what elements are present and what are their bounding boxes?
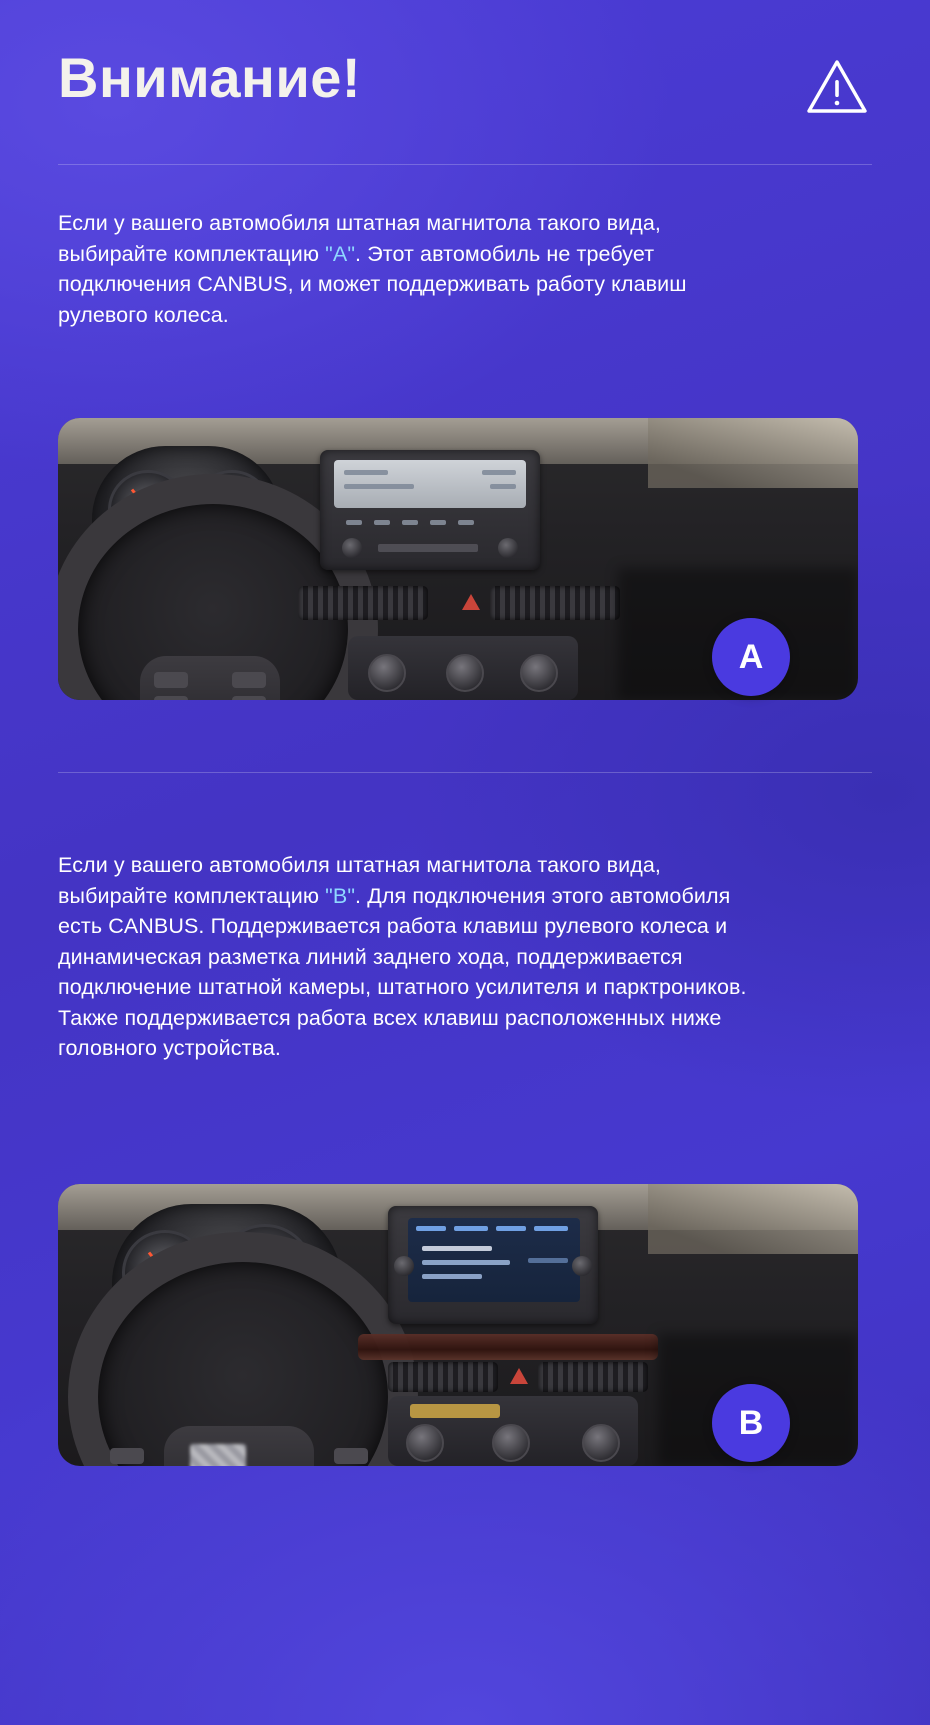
steering-button (232, 672, 266, 688)
head-unit-screen (334, 460, 526, 508)
wood-trim (358, 1334, 658, 1360)
side-window (648, 418, 858, 488)
steering-button (154, 672, 188, 688)
air-vent-right (490, 586, 620, 620)
air-vent-left (388, 1362, 498, 1392)
climate-knob-left (368, 654, 406, 692)
factory-display-unit (388, 1206, 598, 1324)
right-knob (572, 1256, 592, 1276)
steering-button (110, 1448, 144, 1464)
section-b-text (58, 850, 776, 1064)
tune-knob (498, 538, 518, 558)
climate-display (410, 1404, 500, 1418)
factory-head-unit (320, 450, 540, 570)
divider-middle (58, 772, 872, 773)
climate-console (388, 1396, 638, 1466)
air-vent-left (298, 586, 428, 620)
badge-variant-b: B (712, 1384, 790, 1462)
steering-button (154, 696, 188, 700)
hazard-button (462, 594, 480, 610)
volume-knob (342, 538, 362, 558)
steering-button (232, 696, 266, 700)
page-title: Внимание! (58, 46, 362, 109)
section-a-highlight: "A" (325, 241, 356, 266)
page-header (58, 48, 872, 148)
climate-knob-right (582, 1424, 620, 1462)
blurred-logo (190, 1444, 246, 1466)
section-b-text-after: . Для подключения этого автомобиля есть CANBUS. Поддерживается работа клавиш рулевого колеса и динамическая разметка линий заднего хода, поддерживается подключение штатной камеры, штатного усилителя и парктроников. Также поддерживается работа всех клавиш расположенных ниже головного устройства. (58, 883, 747, 1061)
section-b-text-before: Если у вашего автомобиля штатная магнитола такого вида, выбирайте комплектацию (58, 853, 661, 908)
climate-console (348, 636, 578, 700)
divider-top (58, 164, 872, 165)
side-window (648, 1184, 858, 1254)
hazard-button (510, 1368, 528, 1384)
climate-knob-center (446, 654, 484, 692)
climate-knob-left (406, 1424, 444, 1462)
section-b-highlight: "B" (325, 883, 356, 908)
head-unit-screen (408, 1218, 580, 1302)
warning-triangle-icon (806, 58, 868, 116)
steering-button (334, 1448, 368, 1464)
air-vent-right (538, 1362, 648, 1392)
steering-wheel-hub (164, 1426, 314, 1466)
steering-wheel-hub (140, 656, 280, 700)
section-a-text (58, 208, 776, 330)
climate-knob-right (520, 654, 558, 692)
climate-knob-center (492, 1424, 530, 1462)
left-knob (394, 1256, 414, 1276)
section-a-text-after: . Этот автомобиль не требует подключения CANBUS, и может поддерживать работу клавиш рулевого колеса. (58, 241, 687, 327)
badge-variant-a: A (712, 618, 790, 696)
section-a-text-before: Если у вашего автомобиля штатная магнитола такого вида, выбирайте комплектацию (58, 211, 661, 266)
